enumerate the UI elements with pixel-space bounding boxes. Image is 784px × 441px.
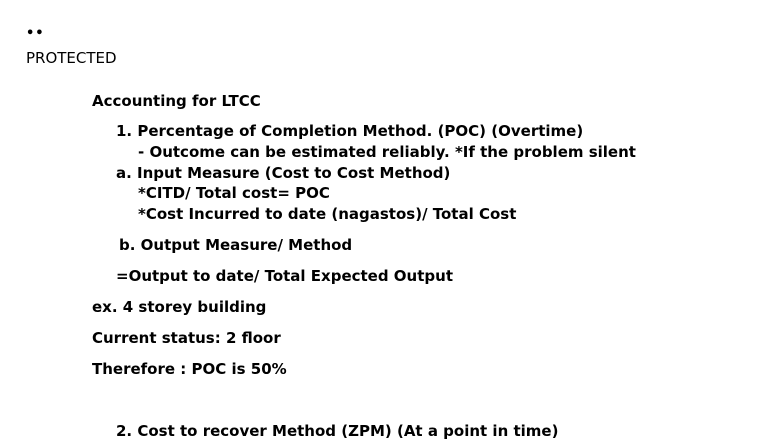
input-measure-heading: a. Input Measure (Cost to Cost Method) [116, 164, 451, 182]
item-2-heading: 2. Cost to recover Method (ZPM) (At a point in time) [116, 422, 559, 440]
therefore-line: Therefore : POC is 50% [92, 360, 287, 378]
output-measure-formula: =Output to date/ Total Expected Output [116, 267, 453, 285]
header-dots: •• [26, 26, 45, 41]
item-1-note: - Outcome can be estimated reliably. *If the problem silent [138, 143, 636, 161]
input-measure-formula-2: *Cost Incurred to date (nagastos)/ Total Cost [138, 205, 517, 223]
input-measure-formula-1: *CITD/ Total cost= POC [138, 184, 330, 202]
example-line: ex. 4 storey building [92, 298, 267, 316]
status-line: Current status: 2 floor [92, 329, 281, 347]
item-1-heading: 1. Percentage of Completion Method. (POC) (Overtime) [116, 122, 584, 140]
output-measure-heading: b. Output Measure/ Method [119, 236, 353, 254]
protected-label: PROTECTED [26, 49, 117, 67]
document-title: Accounting for LTCC [92, 92, 261, 110]
